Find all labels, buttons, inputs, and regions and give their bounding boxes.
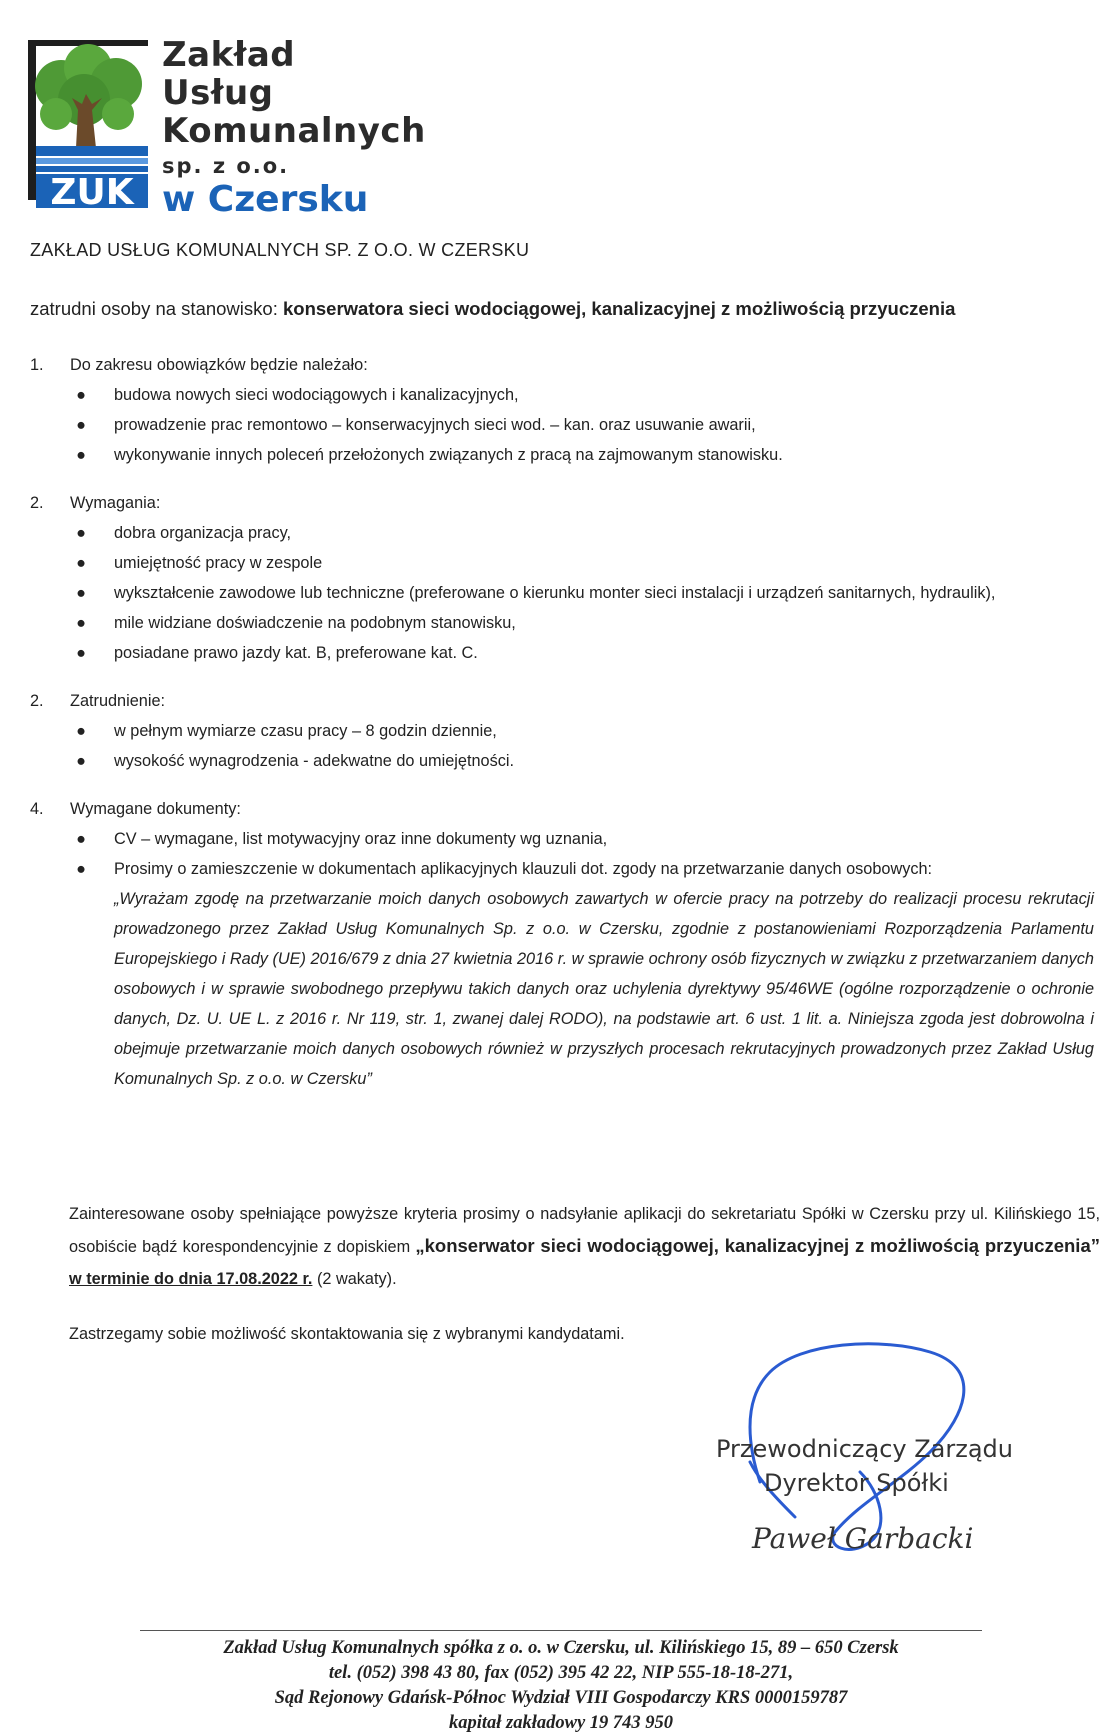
logo-wordmark bbox=[162, 35, 426, 226]
list-item: ● dobra organizacja pracy, bbox=[30, 518, 1100, 548]
sections bbox=[30, 350, 1100, 1112]
footer-divider bbox=[140, 1630, 982, 1631]
bullet-icon: ● bbox=[76, 416, 86, 434]
bullet-icon: ● bbox=[76, 752, 86, 770]
section-requirements bbox=[30, 488, 1100, 668]
bullet-icon: ● bbox=[76, 860, 86, 878]
bullet-icon: ● bbox=[76, 446, 86, 464]
application-deadline: w terminie do dnia 17.08.2022 r. bbox=[69, 1270, 313, 1288]
position-title: konserwatora sieci wodociągowej, kanalizacyjnej z możliwością przyuczenia bbox=[282, 298, 956, 319]
list-item: ● prowadzenie prac remontowo – konserwacyjnych sieci wod. – kan. oraz usuwanie awarii, bbox=[30, 410, 1100, 440]
logo-line-2: Usług bbox=[162, 73, 274, 113]
signature-title-2: Dyrektor Spółki bbox=[764, 1469, 949, 1497]
section-title: Wymagania: bbox=[70, 493, 161, 512]
footer-line: Sąd Rejonowy Gdańsk-Północ Wydział VIII Gospodarczy KRS 0000159787 bbox=[274, 1688, 848, 1708]
list-item: ● wykształcenie zawodowe lub techniczne (preferowane o kierunku monter sieci instalacji i urządzeń sanitarnych, hydraulik), bbox=[30, 578, 1100, 608]
list-item: ● wysokość wynagrodzenia - adekwatne do umiejętności. bbox=[30, 746, 1100, 776]
application-paragraph: Zainteresowane osoby spełniające powyższe kryteria prosimy o nadsyłanie aplikacji do sekretariatu Spółki w Czersku przy ul. Kilińskiego 15, osobiście bądź korespondencyjnie z dopiskiem „konserwator sieci wodociągowej, kanalizacyjnej z możliwością przyuczenia” w terminie do dnia 17.08.2022 r. (2 wakaty). bbox=[69, 1205, 1100, 1288]
tree-logo-icon bbox=[26, 38, 150, 208]
signature-title-1: Przewodniczący Zarządu bbox=[716, 1435, 1013, 1463]
application-emphasis: „konserwator sieci wodociągowej, kanalizacyjnej z możliwością przyuczenia” bbox=[415, 1235, 1100, 1256]
list-item: ● posiadane prawo jazdy kat. B, preferowane kat. C. bbox=[30, 638, 1100, 668]
section-duties bbox=[30, 350, 1100, 470]
closing-paragraph: Zastrzegamy sobie możliwość skontaktowania się z wybranymi kandydatami. bbox=[69, 1325, 625, 1343]
hire-prefix: zatrudni osoby na stanowisko: bbox=[30, 298, 278, 319]
footer-line: Zakład Usług Komunalnych spółka z o. o. w Czersku, ul. Kilińskiego 15, 89 – 650 Czersk bbox=[223, 1638, 899, 1658]
section-employment bbox=[30, 686, 1100, 776]
list-item: ● Prosimy o zamieszczenie w dokumentach aplikacyjnych klauzuli dot. zgody na przetwarzanie danych osobowych: bbox=[30, 854, 1100, 884]
section-number: 1. bbox=[30, 355, 44, 374]
list-item: ● wykonywanie innych poleceń przełożonych związanych z pracą na zajmowanym stanowisku. bbox=[30, 440, 1100, 470]
signature-name: Paweł Garbacki bbox=[752, 1522, 974, 1555]
logo-line-1: Zakład bbox=[162, 35, 296, 75]
section-title: Do zakresu obowiązków będzie należało: bbox=[70, 355, 368, 374]
company-name: ZAKŁAD USŁUG KOMUNALNYCH SP. Z O.O. W CZERSKU bbox=[30, 240, 530, 260]
bullet-icon: ● bbox=[76, 644, 86, 662]
bullet-icon: ● bbox=[76, 584, 86, 602]
footer-line: kapitał zakładowy 19 743 950 bbox=[448, 1713, 674, 1733]
list-item: ● umiejętność pracy w zespole bbox=[30, 548, 1100, 578]
logo-line-3: Komunalnych bbox=[162, 111, 426, 151]
bullet-icon: ● bbox=[76, 554, 86, 572]
bullet-icon: ● bbox=[76, 386, 86, 404]
list-item: ● w pełnym wymiarze czasu pracy – 8 godzin dziennie, bbox=[30, 716, 1100, 746]
bullet-icon: ● bbox=[76, 830, 86, 848]
list-item: ● CV – wymagane, list motywacyjny oraz inne dokumenty wg uznania, bbox=[30, 824, 1100, 854]
section-title: Zatrudnienie: bbox=[70, 691, 166, 710]
list-item: ● budowa nowych sieci wodociągowych i kanalizacyjnych, bbox=[30, 380, 1100, 410]
section-documents bbox=[30, 794, 1100, 1094]
company-logo bbox=[26, 35, 426, 220]
section-title: Wymagane dokumenty: bbox=[70, 799, 241, 818]
bullet-icon: ● bbox=[76, 614, 86, 632]
logo-city: w Czersku bbox=[162, 179, 369, 220]
footer bbox=[140, 1636, 982, 1736]
signature-block bbox=[716, 1432, 1013, 1556]
logo-sp: sp. z o.o. bbox=[162, 154, 290, 178]
section-number: 4. bbox=[30, 799, 44, 818]
list-item: ● mile widziane doświadczenie na podobnym stanowisku, bbox=[30, 608, 1100, 638]
hire-line bbox=[30, 298, 955, 320]
bullet-icon: ● bbox=[76, 524, 86, 542]
consent-clause: „Wyrażam zgodę na przetwarzanie moich danych osobowych zawartych w ofercie pracy na potrzeby do realizacji procesu rekrutacji prowadzonego przez Zakład Usług Komunalnych Sp. z o.o. w Czersku, zgodnie z postanowieniami Rozporządzenia Parlamentu Europejskiego i Rady (UE) 2016/679 z dnia 27 kwietnia 2016 r. w sprawie ochrony osób fizycznych w związku z przetwarzaniem danych osobowych i w sprawie swobodnego przepływu takich danych oraz uchylenia dyrektywy 95/46WE (ogólne rozporządzenie o ochronie danych, Dz. U. UE L. z 2016 r. Nr 119, str. 1, zwanej dalej RODO), na podstawie art. 6 ust. 1 lit. a. Niniejsza zgoda jest dobrowolna i obejmuje przetwarzanie moich danych osobowych również w przyszłych procesach rekrutacyjnych prowadzonych przez Zakład Usług Komunalnych Sp. z o.o. w Czersku” bbox=[114, 890, 1094, 1088]
logo-badge: ZUK bbox=[50, 172, 134, 208]
footer-line: tel. (052) 398 43 80, fax (052) 395 42 22, NIP 555-18-18-271, bbox=[328, 1663, 794, 1683]
section-number: 2. bbox=[30, 493, 44, 512]
section-number: 2. bbox=[30, 691, 44, 710]
bullet-icon: ● bbox=[76, 722, 86, 740]
